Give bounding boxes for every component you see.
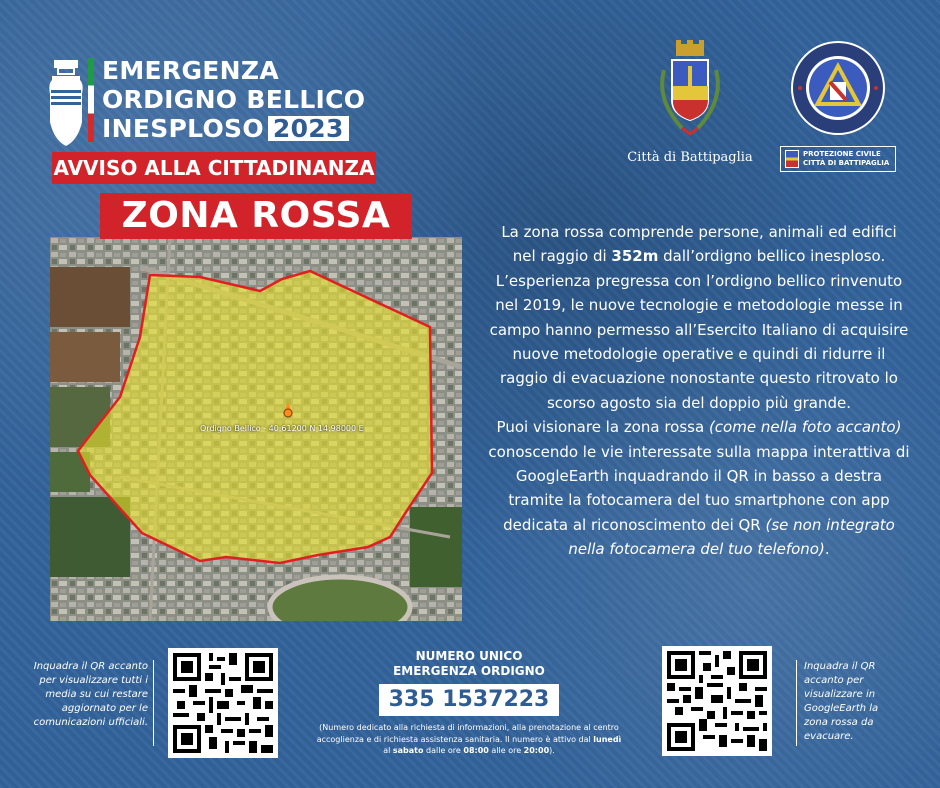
zone-banner: ZONA ROSSA xyxy=(100,193,412,239)
number-title-1: NUMERO UNICO xyxy=(415,649,523,663)
year-badge: 2023 xyxy=(268,116,349,141)
para-text: conoscendo le vie interessate sulla mappa interattiva di GoogleEarth inquadrando il QR in basso a destra tramite la fotocamera del tuo smartphone con app dedicata al riconoscimento dei QR xyxy=(488,442,910,534)
info-paragraph xyxy=(488,220,910,562)
para-text: . xyxy=(824,540,830,559)
aerial-map xyxy=(50,237,462,621)
bomb-icon xyxy=(48,60,84,148)
qr-code-icon xyxy=(173,653,273,753)
city-logo xyxy=(625,40,755,165)
info-text: dalle ore xyxy=(423,746,464,755)
divider xyxy=(153,660,154,746)
info-text: (Numero dedicato alla richiesta di informazioni, alla prenotazione al centro accoglienza e di richiesta assistenza sanitaria. Il numero è attivo dal xyxy=(316,723,619,744)
qr-code-icon xyxy=(667,651,767,751)
civil-protection-logo xyxy=(778,40,898,172)
info-text: al xyxy=(383,746,393,755)
para-italic: (come nella foto accanto) xyxy=(708,418,902,437)
info-text: alle ore xyxy=(488,746,524,755)
civil-protection-badge xyxy=(780,146,896,172)
badge-line-2: CITTÀ DI BATTIPAGLIA xyxy=(803,159,890,167)
city-name: Città di Battipaglia xyxy=(627,150,753,165)
googleearth-qr-code[interactable] xyxy=(662,646,772,756)
emergency-phone-number[interactable]: 335 1537223 xyxy=(379,684,560,716)
right-qr-note: Inquadra il QR accanto per visualizzare in GoogleEarth la zona rossa da evacuare. xyxy=(804,661,879,742)
map-point-label: Ordigno Bellico - 40.61200 N 14.98000 E xyxy=(200,424,364,433)
italian-tricolor-bar xyxy=(88,58,94,142)
number-info xyxy=(316,722,622,757)
badge-line-1: PROTEZIONE CIVILE xyxy=(803,150,881,158)
left-qr-note: Inquadra il QR accanto per visualizzare tutti i media su cui restare aggiornato per le comunicazioni ufficiali. xyxy=(33,661,148,728)
info-day: lunedì xyxy=(593,734,622,744)
para-text: La zona rossa comprende persone, animali ed edifici nel raggio di xyxy=(501,223,897,266)
city-crest-icon xyxy=(646,40,734,144)
notice-banner: AVVISO ALLA CITTADINANZA xyxy=(52,152,376,184)
info-hour: 08:00 xyxy=(463,746,489,755)
shield-icon xyxy=(785,150,799,168)
number-title-2: EMERGENZA ORDIGNO xyxy=(393,664,545,678)
title-line-2: ORDIGNO BELLICO xyxy=(102,85,366,114)
divider xyxy=(796,660,797,746)
title-line-3: INESPLOSO xyxy=(102,114,264,143)
radius-value: 352m xyxy=(611,247,659,266)
info-hour: 20:00 xyxy=(523,746,550,755)
title-line-1: EMERGENZA xyxy=(102,56,279,85)
info-day: sabato xyxy=(392,746,424,755)
emergency-number-block xyxy=(316,649,622,757)
media-qr-code[interactable] xyxy=(168,648,278,758)
para-italic: (se non integrato nella fotocamera del tuo telefono) xyxy=(568,515,895,559)
para-text: dall’ordigno bellico inesploso. L’esperienza pregressa con l’ordigno bellico rinvenuto nel 2019, le nuove tecnologie e metodologie messe in campo hanno permesso all’Esercito Italiano di acquisire nuove metodologie operative e quindi di ridurre il raggio di evacuazione nonostante questo ritrovato lo scorso agosto sia del doppio più grande. xyxy=(489,247,909,412)
info-text: ). xyxy=(549,746,555,755)
civil-protection-emblem-icon xyxy=(790,40,886,136)
header-title xyxy=(102,56,365,143)
para-text: Puoi visionare la zona rossa xyxy=(496,418,709,437)
